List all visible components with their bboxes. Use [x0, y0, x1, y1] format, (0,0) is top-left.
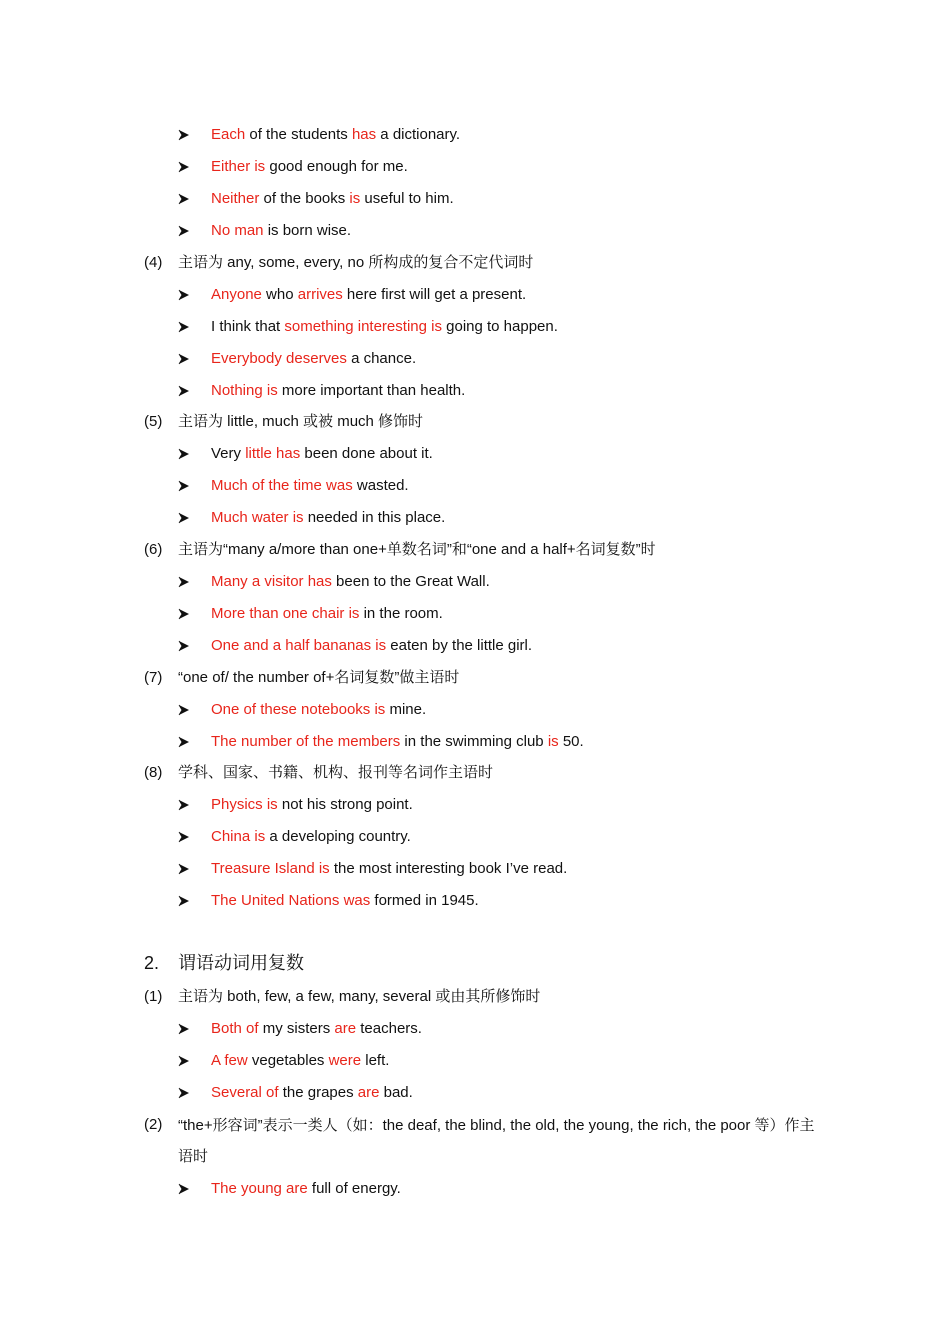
arrow-bullet-icon: [178, 699, 192, 721]
line-text: [211, 348, 416, 370]
arrow-bullet-icon: [178, 220, 192, 242]
rule-heading: [0, 411, 950, 433]
arrow-bullet-icon: [178, 443, 192, 465]
bullet-item: [0, 635, 950, 657]
arrow-bullet-icon: [178, 858, 192, 880]
highlighted-text: Everybody deserves: [211, 350, 347, 367]
item-number: (8): [144, 764, 163, 781]
bullet-item: [0, 1018, 950, 1040]
highlighted-text: little has: [245, 445, 301, 462]
text-segment: needed in this place.: [303, 509, 446, 526]
text-segment: left.: [361, 1052, 390, 1069]
bullet-item: [0, 699, 950, 721]
line-text: [211, 443, 433, 465]
line-text: [211, 635, 532, 657]
line-text: [211, 794, 413, 816]
text-segment: 主语为 any, some, every, no 所构成的复合不定代词时: [178, 254, 534, 271]
rule-heading: [0, 986, 950, 1008]
text-segment: the most interesting book I’ve read.: [329, 860, 568, 877]
bullet-item: [0, 220, 950, 242]
line-text: [211, 156, 408, 178]
arrow-bullet-icon: [178, 826, 192, 848]
bullet-item: [0, 731, 950, 753]
text-segment: been to the Great Wall.: [331, 573, 490, 590]
highlighted-text: are: [334, 1020, 357, 1037]
arrow-bullet-icon: [178, 507, 192, 529]
highlighted-text: Both of: [211, 1020, 259, 1037]
highlighted-text: Many a visitor has: [211, 573, 332, 590]
text-segment: Very: [211, 445, 246, 462]
line-text: [178, 411, 423, 433]
line-text: [178, 1110, 818, 1172]
text-segment: 主语为 little, much 或被 much 修饰时: [178, 413, 424, 430]
bullet-item: [0, 443, 950, 465]
text-segment: I think that: [211, 318, 285, 335]
item-number: 2.: [144, 953, 160, 973]
arrow-bullet-icon: [178, 890, 192, 912]
highlighted-text: is: [547, 733, 559, 750]
text-segment: eaten by the little girl.: [386, 637, 533, 654]
text-segment: formed in 1945.: [370, 892, 479, 909]
bullet-item: [0, 380, 950, 402]
arrow-bullet-icon: [178, 316, 192, 338]
rule-heading: [0, 539, 950, 561]
text-segment: 谓语动词用复数: [178, 953, 304, 973]
arrow-bullet-icon: [178, 1050, 192, 1072]
text-segment: been done about it.: [300, 445, 433, 462]
text-segment: 主语为 both, few, a few, many, several 或由其所修饰时: [178, 988, 541, 1005]
text-segment: useful to him.: [360, 190, 454, 207]
highlighted-text: is: [349, 190, 361, 207]
arrow-bullet-icon: [178, 794, 192, 816]
text-segment: here first will get a present.: [342, 286, 527, 303]
arrow-bullet-icon: [178, 348, 192, 370]
line-text: [211, 316, 558, 338]
text-segment: not his strong point.: [277, 796, 413, 813]
highlighted-text: Anyone: [211, 286, 262, 303]
arrow-bullet-icon: [178, 731, 192, 753]
rule-heading: [0, 762, 950, 784]
highlighted-text: Nothing is: [211, 382, 278, 399]
highlighted-text: has: [351, 126, 377, 143]
line-text: [211, 124, 460, 146]
bullet-item: [0, 1050, 950, 1072]
highlighted-text: China is: [211, 828, 266, 845]
text-segment: mine.: [385, 701, 427, 718]
line-text: [178, 252, 533, 274]
highlighted-text: Neither: [211, 190, 260, 207]
line-text: [211, 507, 445, 529]
line-text: [211, 858, 567, 880]
line-text: [211, 380, 465, 402]
highlighted-text: Treasure Island is: [211, 860, 330, 877]
arrow-bullet-icon: [178, 571, 192, 593]
arrow-bullet-icon: [178, 380, 192, 402]
line-text: [211, 475, 409, 497]
highlighted-text: Physics is: [211, 796, 278, 813]
arrow-bullet-icon: [178, 1082, 192, 1104]
line-text: [178, 950, 304, 976]
arrow-bullet-icon: [178, 475, 192, 497]
arrow-bullet-icon: [178, 635, 192, 657]
text-segment: “the+形容词”表示一类人（如：the deaf, the blind, the old, the young, the rich, the poor 等）作主语时: [178, 1117, 815, 1165]
rule-heading: [0, 252, 950, 274]
arrow-bullet-icon: [178, 1178, 192, 1200]
text-segment: bad.: [379, 1084, 413, 1101]
text-segment: the grapes: [278, 1084, 358, 1101]
item-number: (5): [144, 413, 163, 430]
arrow-bullet-icon: [178, 188, 192, 210]
highlighted-text: were: [328, 1052, 362, 1069]
highlighted-text: Much water is: [211, 509, 304, 526]
line-text: [211, 890, 479, 912]
arrow-bullet-icon: [178, 156, 192, 178]
line-text: [211, 1018, 422, 1040]
text-segment: good enough for me.: [265, 158, 408, 175]
arrow-bullet-icon: [178, 1018, 192, 1040]
text-segment: full of energy.: [307, 1180, 401, 1197]
bullet-item: [0, 1178, 950, 1200]
text-segment: “one of/ the number of+名词复数”做主语时: [178, 669, 460, 686]
line-text: [211, 220, 351, 242]
text-segment: a dictionary.: [376, 126, 461, 143]
item-number: (6): [144, 541, 163, 558]
bullet-item: [0, 794, 950, 816]
text-segment: more important than health.: [277, 382, 466, 399]
bullet-item: [0, 507, 950, 529]
text-segment: of the books: [259, 190, 350, 207]
highlighted-text: Either is: [211, 158, 266, 175]
item-number: (4): [144, 254, 163, 271]
line-text: [211, 826, 411, 848]
arrow-bullet-icon: [178, 603, 192, 625]
bullet-item: [0, 890, 950, 912]
rule-heading: [0, 667, 950, 689]
bullet-item: [0, 475, 950, 497]
arrow-bullet-icon: [178, 124, 192, 146]
bullet-item: [0, 858, 950, 880]
text-segment: who: [261, 286, 298, 303]
line-text: [211, 731, 584, 753]
text-segment: my sisters: [258, 1020, 335, 1037]
bullet-item: [0, 188, 950, 210]
highlighted-text: No man: [211, 222, 264, 239]
highlighted-text: Several of: [211, 1084, 279, 1101]
highlighted-text: The number of the members: [211, 733, 401, 750]
text-segment: 学科、国家、书籍、机构、报刊等名词作主语时: [178, 764, 494, 781]
highlighted-text: The United Nations was: [211, 892, 371, 909]
item-number: (2): [144, 1116, 163, 1133]
section-heading: [0, 950, 950, 976]
bullet-item: [0, 1082, 950, 1104]
bullet-item: [0, 348, 950, 370]
line-text: [211, 571, 490, 593]
item-number: (1): [144, 988, 163, 1005]
bullet-item: [0, 124, 950, 146]
text-segment: teachers.: [356, 1020, 422, 1037]
text-segment: wasted.: [352, 477, 409, 494]
highlighted-text: Each: [211, 126, 246, 143]
text-segment: going to happen.: [441, 318, 558, 335]
line-text: [211, 603, 443, 625]
line-text: [211, 1050, 389, 1072]
line-text: [211, 1178, 401, 1200]
text-segment: 50.: [558, 733, 584, 750]
text-segment: is born wise.: [263, 222, 352, 239]
line-text: [178, 762, 493, 784]
highlighted-text: One and a half bananas is: [211, 637, 387, 654]
item-number: (7): [144, 669, 163, 686]
text-segment: in the room.: [359, 605, 443, 622]
line-text: [211, 188, 454, 210]
highlighted-text: More than one chair is: [211, 605, 360, 622]
text-segment: 主语为“many a/more than one+单数名词”和“one and a half+名词复数”时: [178, 541, 656, 558]
bullet-item: [0, 284, 950, 306]
rule-heading: [0, 1114, 950, 1165]
highlighted-text: are: [357, 1084, 380, 1101]
line-text: [211, 1082, 413, 1104]
highlighted-text: something interesting is: [284, 318, 442, 335]
text-segment: vegetables: [247, 1052, 329, 1069]
bullet-item: [0, 156, 950, 178]
line-text: [178, 986, 540, 1008]
line-text: [211, 699, 426, 721]
text-segment: a chance.: [346, 350, 417, 367]
highlighted-text: Much of the time was: [211, 477, 353, 494]
bullet-item: [0, 316, 950, 338]
text-segment: a developing country.: [265, 828, 411, 845]
line-text: [178, 667, 459, 689]
text-segment: of the students: [245, 126, 352, 143]
text-segment: in the swimming club: [400, 733, 548, 750]
highlighted-text: A few: [211, 1052, 248, 1069]
highlighted-text: arrives: [297, 286, 343, 303]
line-text: [211, 284, 526, 306]
bullet-item: [0, 571, 950, 593]
bullet-item: [0, 603, 950, 625]
arrow-bullet-icon: [178, 284, 192, 306]
highlighted-text: The young are: [211, 1180, 308, 1197]
line-text: [178, 539, 656, 561]
bullet-item: [0, 826, 950, 848]
highlighted-text: One of these notebooks is: [211, 701, 386, 718]
